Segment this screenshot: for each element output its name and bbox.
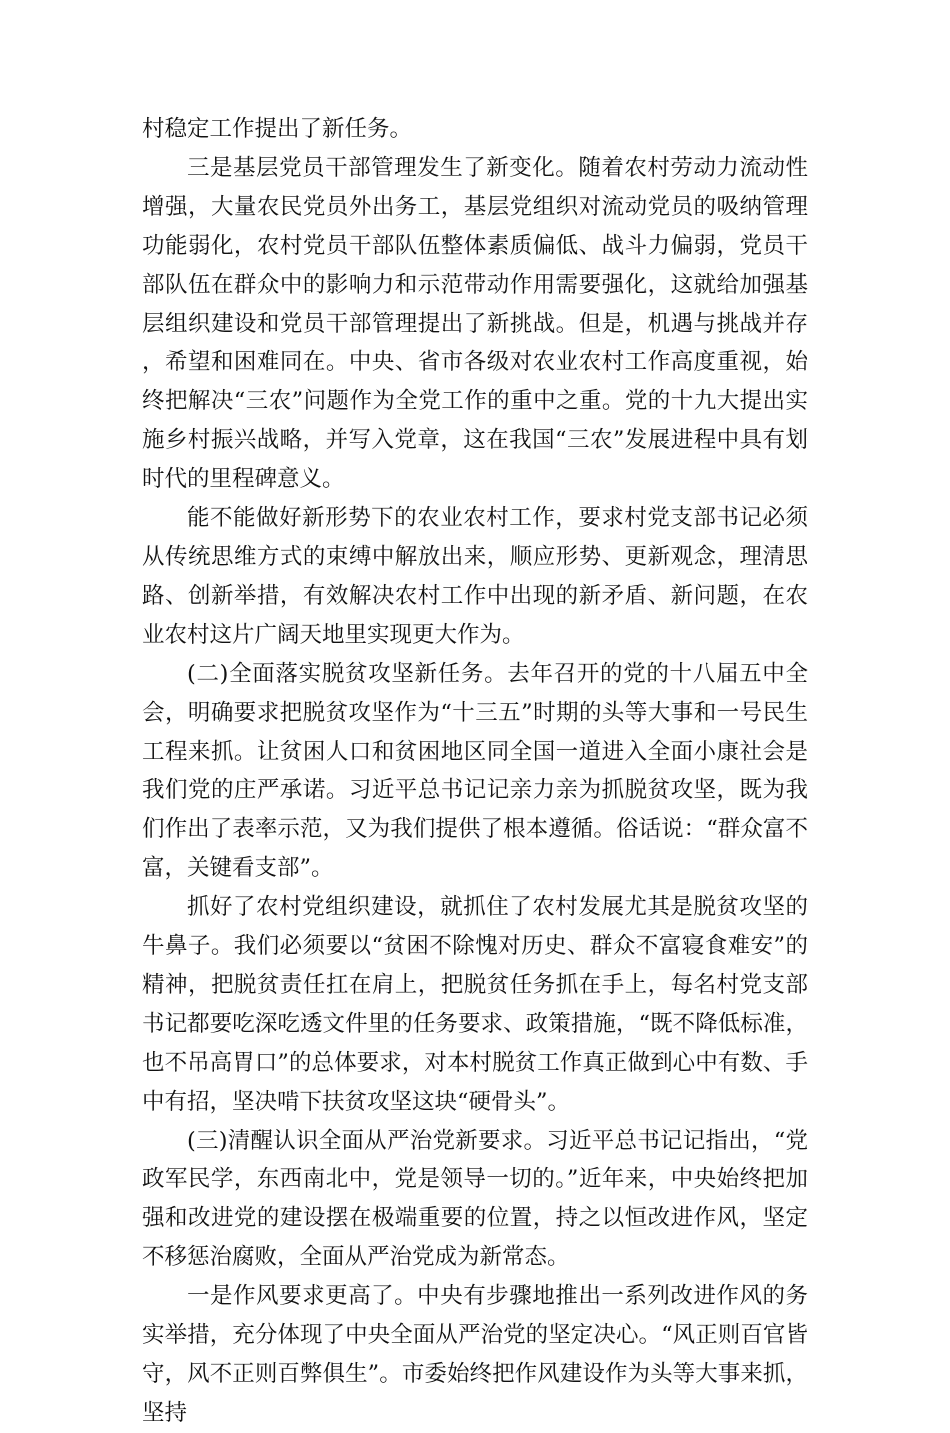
paragraph-party-building: 抓好了农村党组织建设，就抓住了农村发展尤其是脱贫攻坚的牛鼻子。我们必须要以“贫困不除愧对历史、群众不富寝食难安”的精神，把脱贫责任扛在肩上，把脱贫任务抓在手上，每名村党支部书记都要吃深吃透文件里的任务要求、政策措施，“既不降低标准，也不吊高胃口”的总体要求，对本村脱贫工作真正做到心中有数、手中有招，坚决啃下扶贫攻坚这块“硬骨头”。 <box>142 894 808 1115</box>
paragraph-section-3-discipline: (三)清醒认识全面从严治党新要求。习近平总书记记指出，“党政军民学，东西南北中，党是领导一切的。”近年来，中央始终把加强和改进党的建设摆在极端重要的位置，持之以恒改进作风，坚定不移惩治腐败，全面从严治党成为新常态。 <box>142 1127 808 1271</box>
paragraph-continuation: 村稳定工作提出了新任务。 <box>142 116 413 142</box>
document-page <box>142 110 808 1433</box>
paragraph-work-style: 一是作风要求更高了。中央有步骤地推出一系列改进作风的务实举措，充分体现了中央全面从严治党的坚定决心。“风正则百官皆守，风不正则百弊俱生”。市委始终把作风建设作为头等大事来抓，坚持 <box>142 1283 808 1426</box>
paragraph-grassroots-cadres: 三是基层党员干部管理发生了新变化。随着农村劳动力流动性增强，大量农民党员外出务工，基层党组织对流动党员的吸纳管理功能弱化，农村党员干部队伍整体素质偏低、战斗力偏弱，党员干部队伍在群众中的影响力和示范带动作用需要强化，这就给加强基层组织建设和党员干部管理提出了新挑战。但是，机遇与挑战并存，希望和困难同在。中央、省市各级对农业农村工作高度重视，始终把解决“三农”问题作为全党工作的重中之重。党的十九大提出实施乡村振兴战略，并写入党章，这在我国“三农”发展进程中具有划时代的里程碑意义。 <box>142 154 808 493</box>
paragraph-new-situation: 能不能做好新形势下的农业农村工作，要求村党支部书记必须从传统思维方式的束缚中解放出来，顺应形势、更新观念，理清思路、创新举措，有效解决农村工作中出现的新矛盾、新问题，在农业农村这片广阔天地里实现更大作为。 <box>142 505 808 648</box>
paragraph-section-2-poverty: (二)全面落实脱贫攻坚新任务。去年召开的党的十八届五中全会，明确要求把脱贫攻坚作为“十三五”时期的头等大事和一号民生工程来抓。让贫困人口和贫困地区同全国一道进入全面小康社会是我们党的庄严承诺。习近平总书记记亲力亲为抓脱贫攻坚，既为我们作出了表率示范，又为我们提供了根本遵循。俗话说：“群众富不富，关键看支部”。 <box>142 660 808 882</box>
